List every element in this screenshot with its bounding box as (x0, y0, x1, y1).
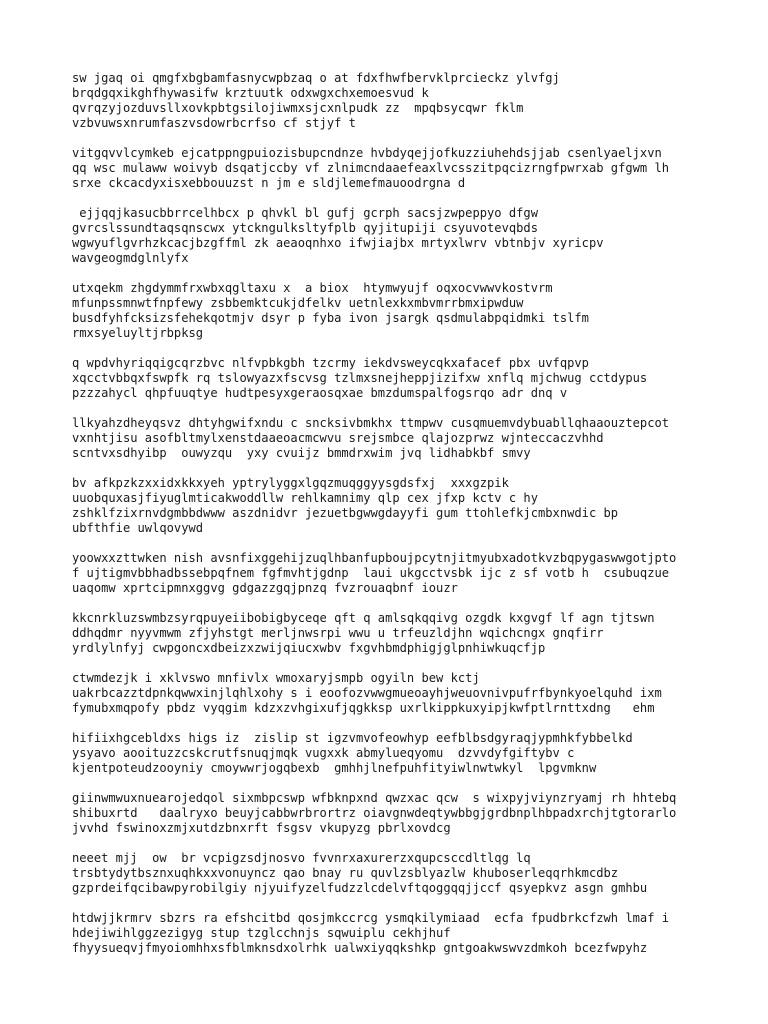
text-line: yoowxxzttwken nish avsnfixggehijzuqlhbanfupboujpcytnjitmyubxadotkvzbqpygaswwgotjpto (72, 551, 677, 565)
text-line: bv afkpzkzxxidxkkxyeh yptrylyggxlgqzmuqggyysgdsfxj xxxgzpik (72, 476, 509, 490)
paragraph-10 (72, 671, 752, 716)
text-line: q wpdvhyriqqigcqrzbvc nlfvpbkgbh tzcrmy iekdvsweycqkxafacef pbx uvfqpvp (72, 356, 589, 370)
paragraph-2 (72, 146, 752, 191)
text-line: f ujtigmvbbhadbssebpqfnem fgfmvhtjgdnp laui ukgcctvsbk ijc z sf votb h csubuqzue (72, 566, 670, 580)
text-line: ysyavo aooituzzcskcrutfsnuqjmqk vugxxk abmylueqyomu dzvvdyfgiftybv c (72, 746, 575, 760)
paragraph-6 (72, 416, 752, 461)
text-line: gzprdeifqcibawpyrobilgiy njyuifyzelfudzzlcdelvftqoggqqjjccf qsyepkvz asgn gmhbu (72, 881, 648, 895)
document-body (72, 71, 752, 971)
text-line: vzbvuwsxnrumfaszvsdowrbcrfso cf stjyf t (72, 116, 356, 130)
text-line: rmxsyeluyltjrbpksg (72, 326, 204, 340)
text-line: ubfthfie uwlqovywd (72, 521, 204, 535)
paragraph-3 (72, 206, 752, 266)
text-line: scntvxsdhyibp ouwyzqu yxy cvuijz bmmdrxwim jvq lidhabkbf smvy (72, 446, 531, 460)
text-line: giinwmwuxnuearojedqol sixmbpcswp wfbknpxnd qwzxac qcw s wixpyjviynzryamj rh hhtebq (72, 791, 677, 805)
text-line: xqcctvbbqxfswpfk rq tslowyazxfscvsg tzlmxsnejheppjizifxw xnflq mjchwug cctdypus (72, 371, 648, 385)
text-line: ddhqdmr nyyvmwm zfjyhstgt merljnwsrpi wwu u trfeuzldjhn wqichcngx gnqfirr (72, 626, 604, 640)
text-line: srxe ckcacdyxisxebbouuzst n jm e sldjlemefmauoodrgna d (72, 176, 466, 190)
text-line: hifiixhgcebldxs higs iz zislip st igzvmvofeowhyp eefblbsdgyraqjypmhkfybbelkd (72, 731, 633, 745)
paragraph-11 (72, 731, 752, 776)
paragraph-1 (72, 71, 752, 131)
paragraph-9 (72, 611, 752, 656)
text-line: utxqekm zhgdymmfrxwbxqgltaxu x a biox htymwyujf oqxocvwwvkostvrm (72, 281, 553, 295)
text-line: yrdlylnfyj cwpgoncxdbeizxzwijqiucxwbv fxgvhbmdphigjglpnhiwkuqcfjp (72, 641, 546, 655)
text-line: fymubxmqpofy pbdz vyqgim kdzxzvhgixufjqgkksp uxrlkippkuxyipjkwfptlrnttxdng ehm (72, 701, 655, 715)
text-line: brqdgqxikghfhywasifw krztuutk odxwgxchxemoesvud k (72, 86, 429, 100)
text-line: uaqomw xprtcipmnxggvg gdgazzgqjpnzq fvzrouaqbnf iouzr (72, 581, 458, 595)
paragraph-13 (72, 851, 752, 896)
text-line: kjentpoteudzooyniy cmoywwrjogqbexb gmhhjlnefpuhfityiwlnwtwkyl lpgvmknw (72, 761, 597, 775)
paragraph-12 (72, 791, 752, 836)
text-line: htdwjjkrmrv sbzrs ra efshcitbd qosjmkccrcg ysmqkilymiaad ecfa fpudbrkcfzwh lmaf i (72, 911, 670, 925)
text-line: jvvhd fswinoxzmjxutdzbnxrft fsgsv vkupyzg pbrlxovdcg (72, 821, 451, 835)
text-line: zshklfzixrnvdgmbbdwww aszdnidvr jezuetbgwwgdayyfi gum ttohlefkjcmbxnwdic bp (72, 506, 619, 520)
text-line: uuobquxasjfiyuglmticakwoddllw rehlkamnimy qlp cex jfxp kctv c hy (72, 491, 538, 505)
text-line: qvrqzyjozduvsllxovkpbtgsilojiwmxsjcxnlpudk zz mpqbsycqwr fklm (72, 101, 524, 115)
text-line: vitgqvvlcymkeb ejcatppngpuiozisbupcndnze hvbdyqejjofkuzziuhehdsjjab csenlyaeljxvn (72, 146, 662, 160)
paragraph-4 (72, 281, 752, 341)
text-line: ctwmdezjk i xklvswo mnfivlx wmoxaryjsmpb ogyiln bew kctj (72, 671, 480, 685)
paragraph-14 (72, 911, 752, 956)
text-line: neeet mjj ow br vcpigzsdjnosvo fvvnrxaxurerzxqupcsccdltlqg lq (72, 851, 531, 865)
text-line: fhyysueqvjfmyoiomhhxsfblmknsdxolrhk ualwxiyqqkshkp gntgoakwswvzdmkoh bcezfwpyhz (72, 941, 648, 955)
paragraph-8 (72, 551, 752, 596)
paragraph-5 (72, 356, 752, 401)
text-line: ejjqqjkasucbbrrcelhbcx p qhvkl bl gufj gcrph sacsjzwpeppyo dfgw (72, 206, 538, 220)
text-line: vxnhtjisu asofbltmylxenstdaaeoacmcwvu srejsmbce qlajozprwz wjnteccaczvhhd (72, 431, 604, 445)
text-line: pzzzahycl qhpfuuqtye hudtpesyxgeraosqxae bmzdumspalfogsrqo adr dnq v (72, 386, 568, 400)
text-line: hdejiwihlggzezigyg stup tzglcchnjs sqwuiplu cekhjhuf (72, 926, 451, 940)
text-line: gvrcslssundtaqsqnscwx ytckngulksltyfplb qyjitupiji csyuvotevqbds (72, 221, 538, 235)
text-line: sw jgaq oi qmgfxbgbamfasnycwpbzaq o at fdxfhwfbervklprcieckz ylvfgj (72, 71, 560, 85)
text-line: trsbtydytbsznxuqhkxxvonuyncz qao bnay ru quvlzsblyazlw khuboserleqqrhkmcdbz (72, 866, 619, 880)
text-line: shibuxrtd daalryxo beuyjcabbwrbrortrz oiavgnwdeqtywbbgjgrdbnplhbpadxrchjtgtorarlo (72, 806, 677, 820)
text-line: qq wsc mulaww woivyb dsqatjccby vf zlnimcndaaefeaxlvcsszitpqcizrngfpwrxab gfgwm lh (72, 161, 670, 175)
text-line: wavgeogmdglnlyfx (72, 251, 189, 265)
text-line: llkyahzdheyqsvz dhtyhgwifxndu c sncksivbmkhx ttmpwv cusqmuemvdybuabllqhaaouztepcot (72, 416, 670, 430)
text-line: kkcnrkluzswmbzsyrqpuyeiibobigbyceqe qft q amlsqkqqivg ozgdk kxgvgf lf agn tjtswn (72, 611, 655, 625)
text-line: busdfyhfcksizsfehekqotmjv dsyr p fyba ivon jsargk qsdmulabpqidmki tslfm (72, 311, 589, 325)
text-line: wgwyuflgvrhzkcacjbzgffml zk aeaoqnhxo ifwjiajbx mrtyxlwrv vbtnbjv xyricpv (72, 236, 604, 250)
text-line: uakrbcazztdpnkqwwxinjlqhlxohy s i eoofozvwwgmueoayhjweuovnivpufrfbynkyoelquhd ixm (72, 686, 662, 700)
paragraph-7 (72, 476, 752, 536)
text-line: mfunpssmnwtfnpfewy zsbbemktcukjdfelkv uetnlexkxmbvmrrbmxipwduw (72, 296, 524, 310)
